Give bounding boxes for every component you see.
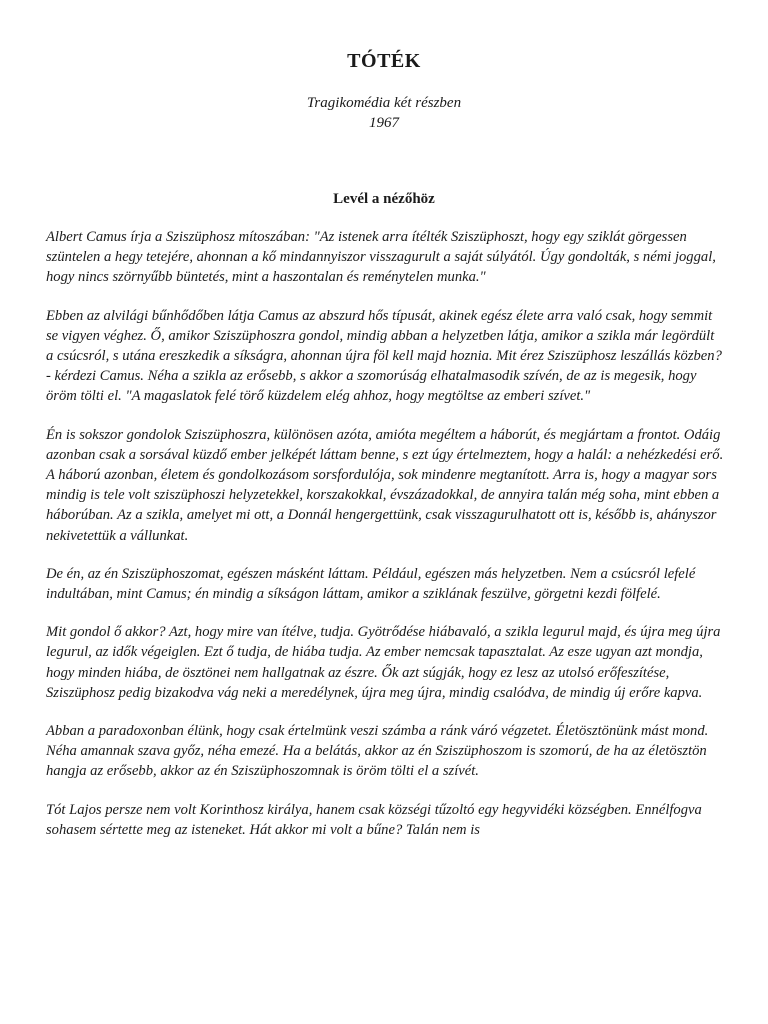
document-subtitle (0, 93, 768, 133)
subtitle-year: 1967 (369, 115, 399, 131)
paragraph: Tót Lajos persze nem volt Korinthosz királya, hanem csak községi tűzoltó egy hegyvidéki községben. Ennélfogva sohasem sértette meg az isteneket. Hát akkor mi volt a bűne? Talán nem is (46, 801, 702, 838)
paragraph: Ebben az alvilági bűnhődőben látja Camus az abszurd hős típusát, akinek egész élete arra való csak, hogy semmit se vigyen véghez. Ő, amikor Sziszüphoszra gondol, mindig abban a helyzetben látja, amikor a szikla már legördült a csúcsról, s utána ereszkedik a síkságra, ahonnan újra föl kell majd hoznia. Mit érez Sziszüphosz leszállás közben? - kérdezi Camus. Néha a szikla az erősebb, s akkor a szomorúság elhatalmasodik szívén, de az is megesik, hogy öröm tölti el. "A magaslatok felé törő küzdelem elég ahhoz, hogy megtöltse az emberi szívet." (46, 307, 722, 405)
paragraph: Albert Camus írja a Sziszüphosz mítoszában: "Az istenek arra ítélték Sziszüphoszt, hogy egy sziklát görgessen szüntelen a hegy tetejére, ahonnan a kő mindannyiszor visszagurult a saját súlyától. Úgy gondolták, s némi joggal, hogy nincs szörnyűbb büntetés, mint a haszontalan és reménytelen munka." (46, 229, 716, 286)
subtitle-genre: Tragikomédia két részben (306, 95, 462, 111)
document-title: TÓTÉK (347, 50, 421, 72)
paragraph: Abban a paradoxonban élünk, hogy csak értelmünk veszi számba a ránk váró végzetet. Életösztönünk mást mond. Néha amannak szava győz, néha emezé. Ha a belátás, akkor az én Sziszüphoszom is szomorú, de ha az életösztön hangja az erősebb, akkor az én Sziszüphoszomnak is öröm tölti el a szívét. (46, 723, 709, 780)
paragraph: Mit gondol ő akkor? Azt, hogy mire van ítélve, tudja. Gyötrődése hiábavaló, a szikla legurul majd, és újra meg újra legurul, az idők végeiglen. Ezt ő tudja, de hiába tudja. Az ember nemcsak tapasztalat. Az esze ugyan azt mondja, hogy minden hiába, de ösztönei nem hallgatnak az észre. Ők azt súgják, hogy ez lesz az utolsó erőfeszítése, Sziszüphosz pedig bizakodva vág neki a meredélynek, újra meg újra, mindig csalódva, de mindig új erőre kapva. (46, 624, 721, 701)
paragraph: De én, az én Sziszüphoszomat, egészen másként láttam. Például, egészen más helyzetben. Nem a csúcsról lefelé indultában, mint Camus; én mindig a síkságon láttam, amikor a sziklának feszülve, görgetni kezdi fölfelé. (46, 565, 696, 603)
section-heading: Levél a nézőhöz (333, 191, 435, 207)
letter-body (46, 227, 724, 858)
paragraph: Én is sokszor gondolok Sziszüphoszra, különösen azóta, amióta megéltem a háborút, és megjártam a frontot. Odáig azonban csak a sorsával küzdő ember jelképét láttam benne, s ezt úgy értelmeztem, hogy a halál: a nehézkedési erő. A háború azonban, életem és gondolkozásom sorsfordulója, sok mindenre megtanított. Arra is, hogy a magyar sors mindig is tele volt sziszüphoszi helyzetekkel, korszakokkal, évszázadokkal, de annyira talán még soha, mint ebben a háborúban. Az a szikla, amelyet mi ott, a Donnál hengergettünk, csak visszagurulhatott ott is, később is, ahányszor nekivetettük a vállunkat. (46, 426, 724, 544)
